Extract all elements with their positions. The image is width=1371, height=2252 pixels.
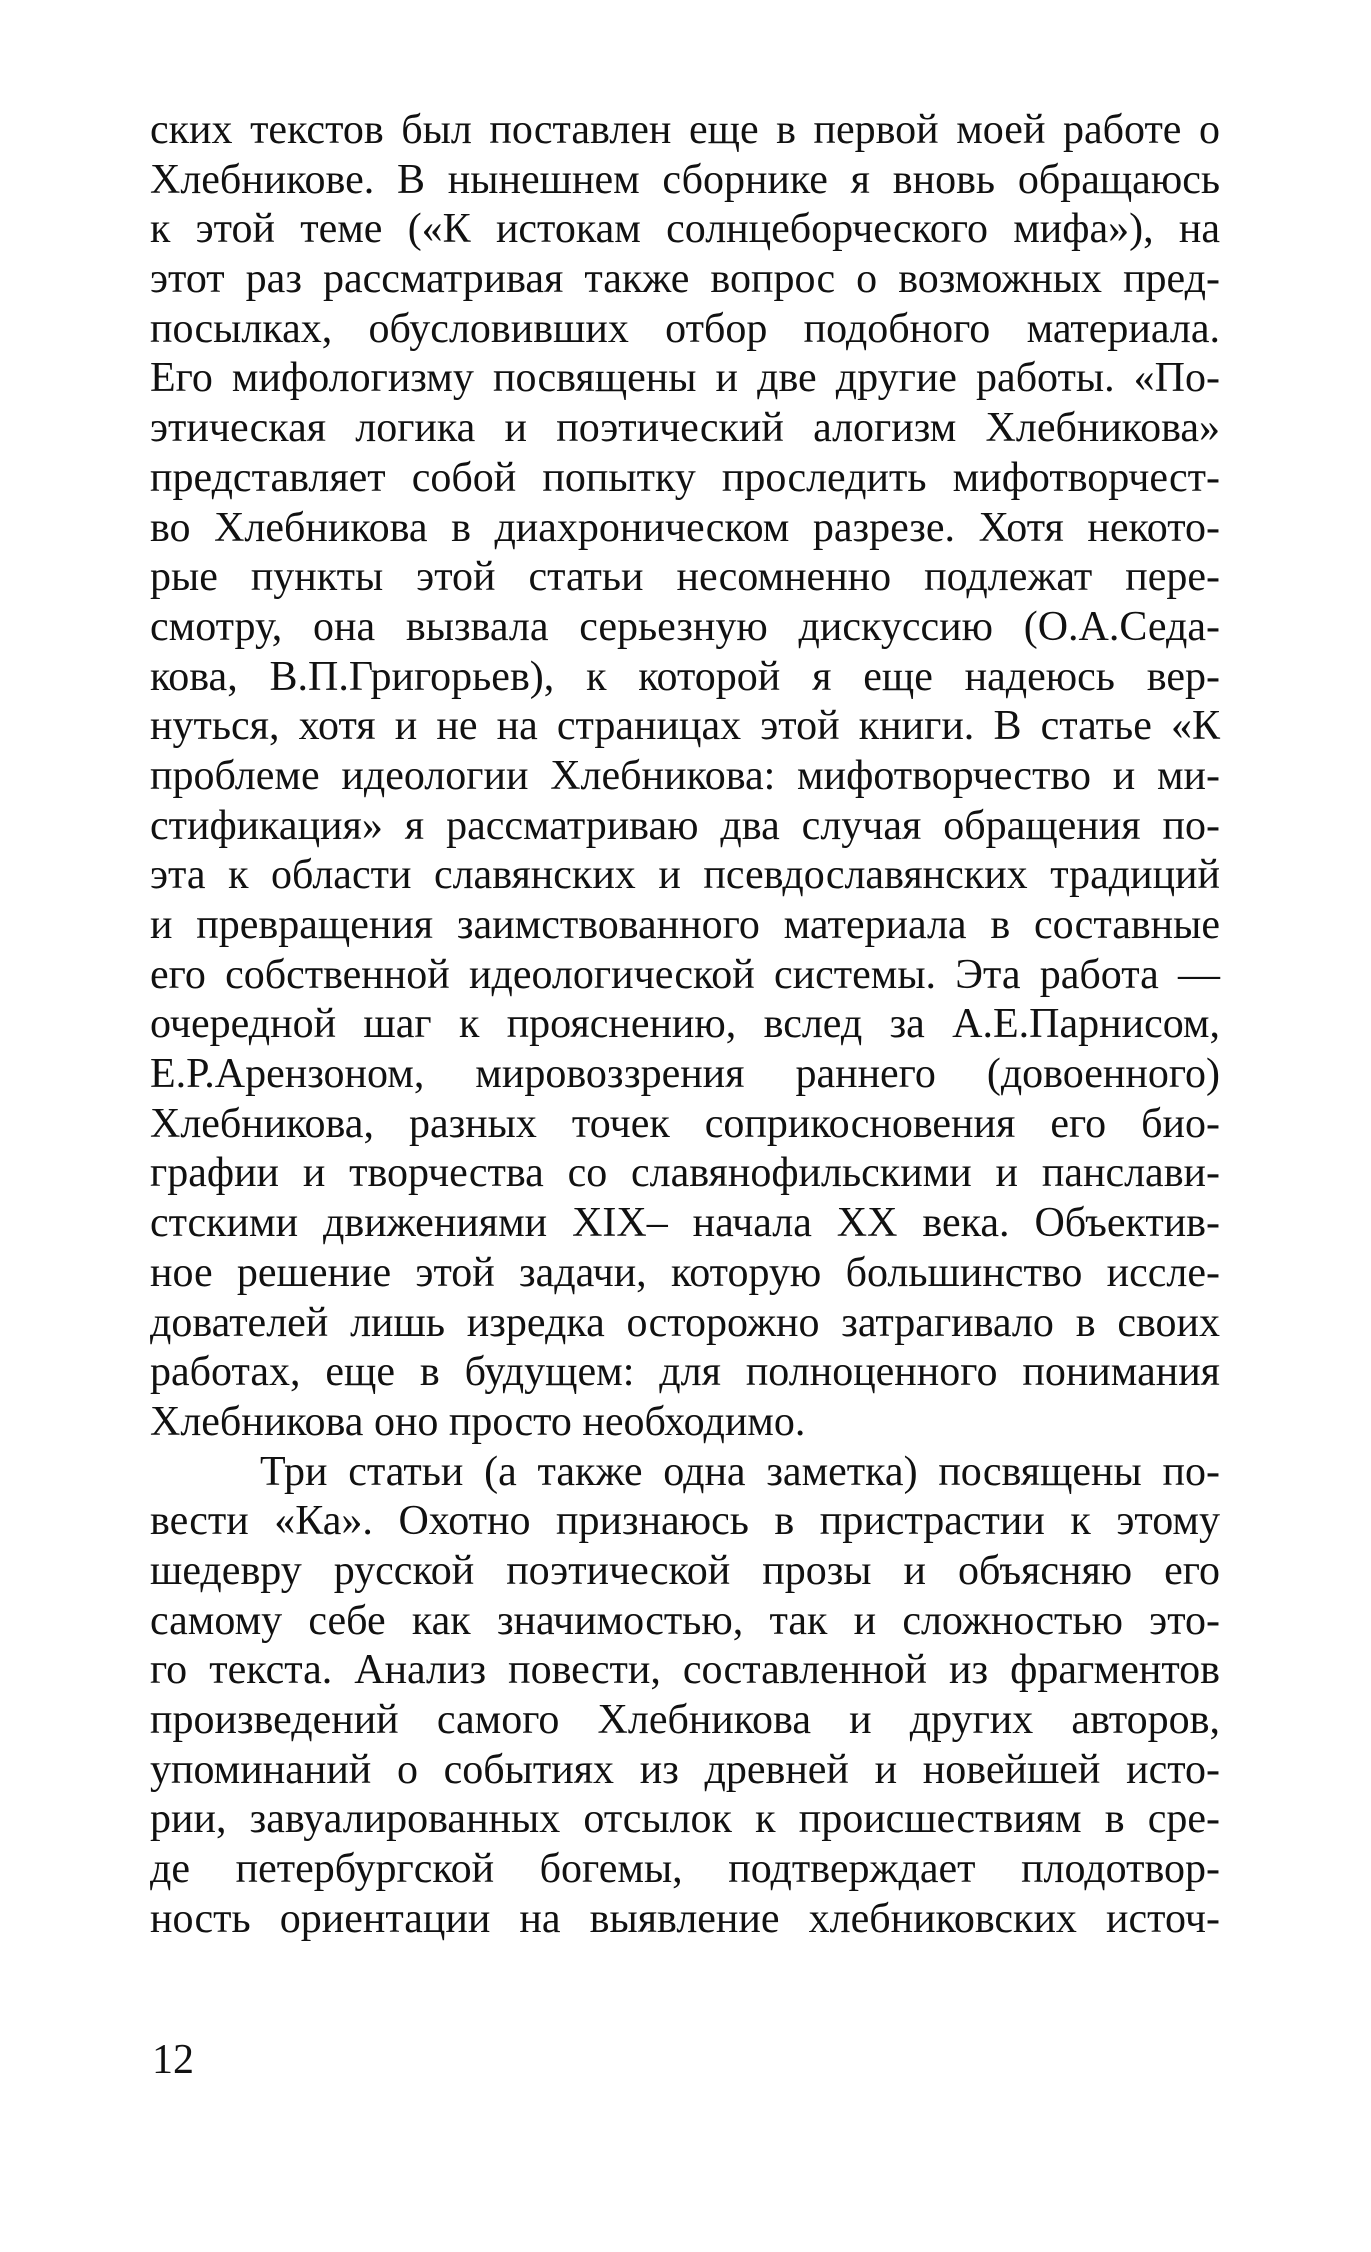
paragraph <box>150 1448 1220 1945</box>
text-line: кова, В.П.Григорьев), к которой я еще надеюсь вер- <box>150 653 1220 700</box>
text-line: произведений самого Хлебникова и других авторов, <box>150 1697 1220 1743</box>
text-line: графии и творчества со славянофильскими и панслави- <box>150 1150 1220 1197</box>
text-line: очередной шаг к прояснению, вслед за А.Е.Парнисом, <box>150 1001 1220 1048</box>
text-line: Хлебникова оно просто необходимо. <box>150 1398 806 1445</box>
text-line: шедевру русской поэтической прозы и объясняю его <box>150 1547 1220 1594</box>
text-line: самому себе как значимостью, так и сложностью это- <box>150 1597 1220 1644</box>
text-line: Хлебникове. В нынешнем сборнике я вновь обращаюсь <box>150 156 1220 203</box>
text-line: рые пункты этой статьи несомненно подлежат пере- <box>150 554 1220 601</box>
text-line: дователей лишь изредка осторожно затрагивало в своих <box>150 1299 1220 1346</box>
body-text <box>150 106 1220 1944</box>
text-line: упоминаний о событиях из древней и новейшей исто- <box>150 1746 1220 1793</box>
text-line: Хлебникова, разных точек соприкосновения его био- <box>150 1100 1220 1147</box>
text-line: вести «Ка». Охотно признаюсь в пристрастии к этому <box>150 1498 1220 1545</box>
paragraph <box>150 106 1220 1448</box>
text-line: посылках, обусловивших отбор подобного материала. <box>150 305 1220 352</box>
page-number: 12 <box>152 2037 194 2083</box>
text-line: этическая логика и поэтический алогизм Хлебникова» <box>150 405 1220 452</box>
text-line: ских текстов был поставлен еще в первой моей работе о <box>150 107 1220 153</box>
text-line: к этой теме («К истокам солнцеборческого мифа»), на <box>150 206 1220 253</box>
text-line: ность ориентации на выявление хлебниковских источ- <box>150 1895 1220 1942</box>
text-line: Е.Р.Арензоном, мировоззрения раннего (довоенного) <box>150 1051 1220 1098</box>
text-line: стскими движениями XIX– начала XX века. Объектив- <box>150 1200 1220 1247</box>
text-line: представляет собой попытку проследить мифотворчест- <box>150 454 1220 501</box>
text-line: во Хлебникова в диахроническом разрезе. Хотя некото- <box>150 504 1220 551</box>
text-line: и превращения заимствованного материала в составные <box>150 902 1220 948</box>
text-line: нуться, хотя и не на страницах этой книги. В статье «К <box>150 703 1220 750</box>
text-line: проблеме идеологии Хлебникова: мифотворчество и ми- <box>150 752 1220 799</box>
text-line: ное решение этой задачи, которую большинство иссле- <box>150 1249 1220 1296</box>
text-line: стификация» я рассматриваю два случая обращения по- <box>150 802 1220 849</box>
text-line: го текста. Анализ повести, составленной из фрагментов <box>150 1647 1220 1694</box>
text-line: эта к области славянских и псевдославянских традиций <box>150 852 1220 899</box>
text-line: смотру, она вызвала серьезную дискуссию (О.А.Седа- <box>150 603 1220 650</box>
text-line: де петербургской богемы, подтверждает плодотвор- <box>150 1846 1220 1893</box>
text-line: его собственной идеологической системы. Эта работа — <box>150 951 1220 998</box>
text-line: Три статьи (а также одна заметка) посвящены по- <box>260 1448 1220 1495</box>
text-line: работах, еще в будущем: для полноценного понимания <box>150 1349 1220 1396</box>
text-line: этот раз рассматривая также вопрос о возможных пред- <box>150 256 1220 303</box>
text-line: рии, завуалированных отсылок к происшествиям в сре- <box>150 1796 1220 1843</box>
text-line: Его мифологизму посвящены и две другие работы. «По- <box>150 355 1220 402</box>
